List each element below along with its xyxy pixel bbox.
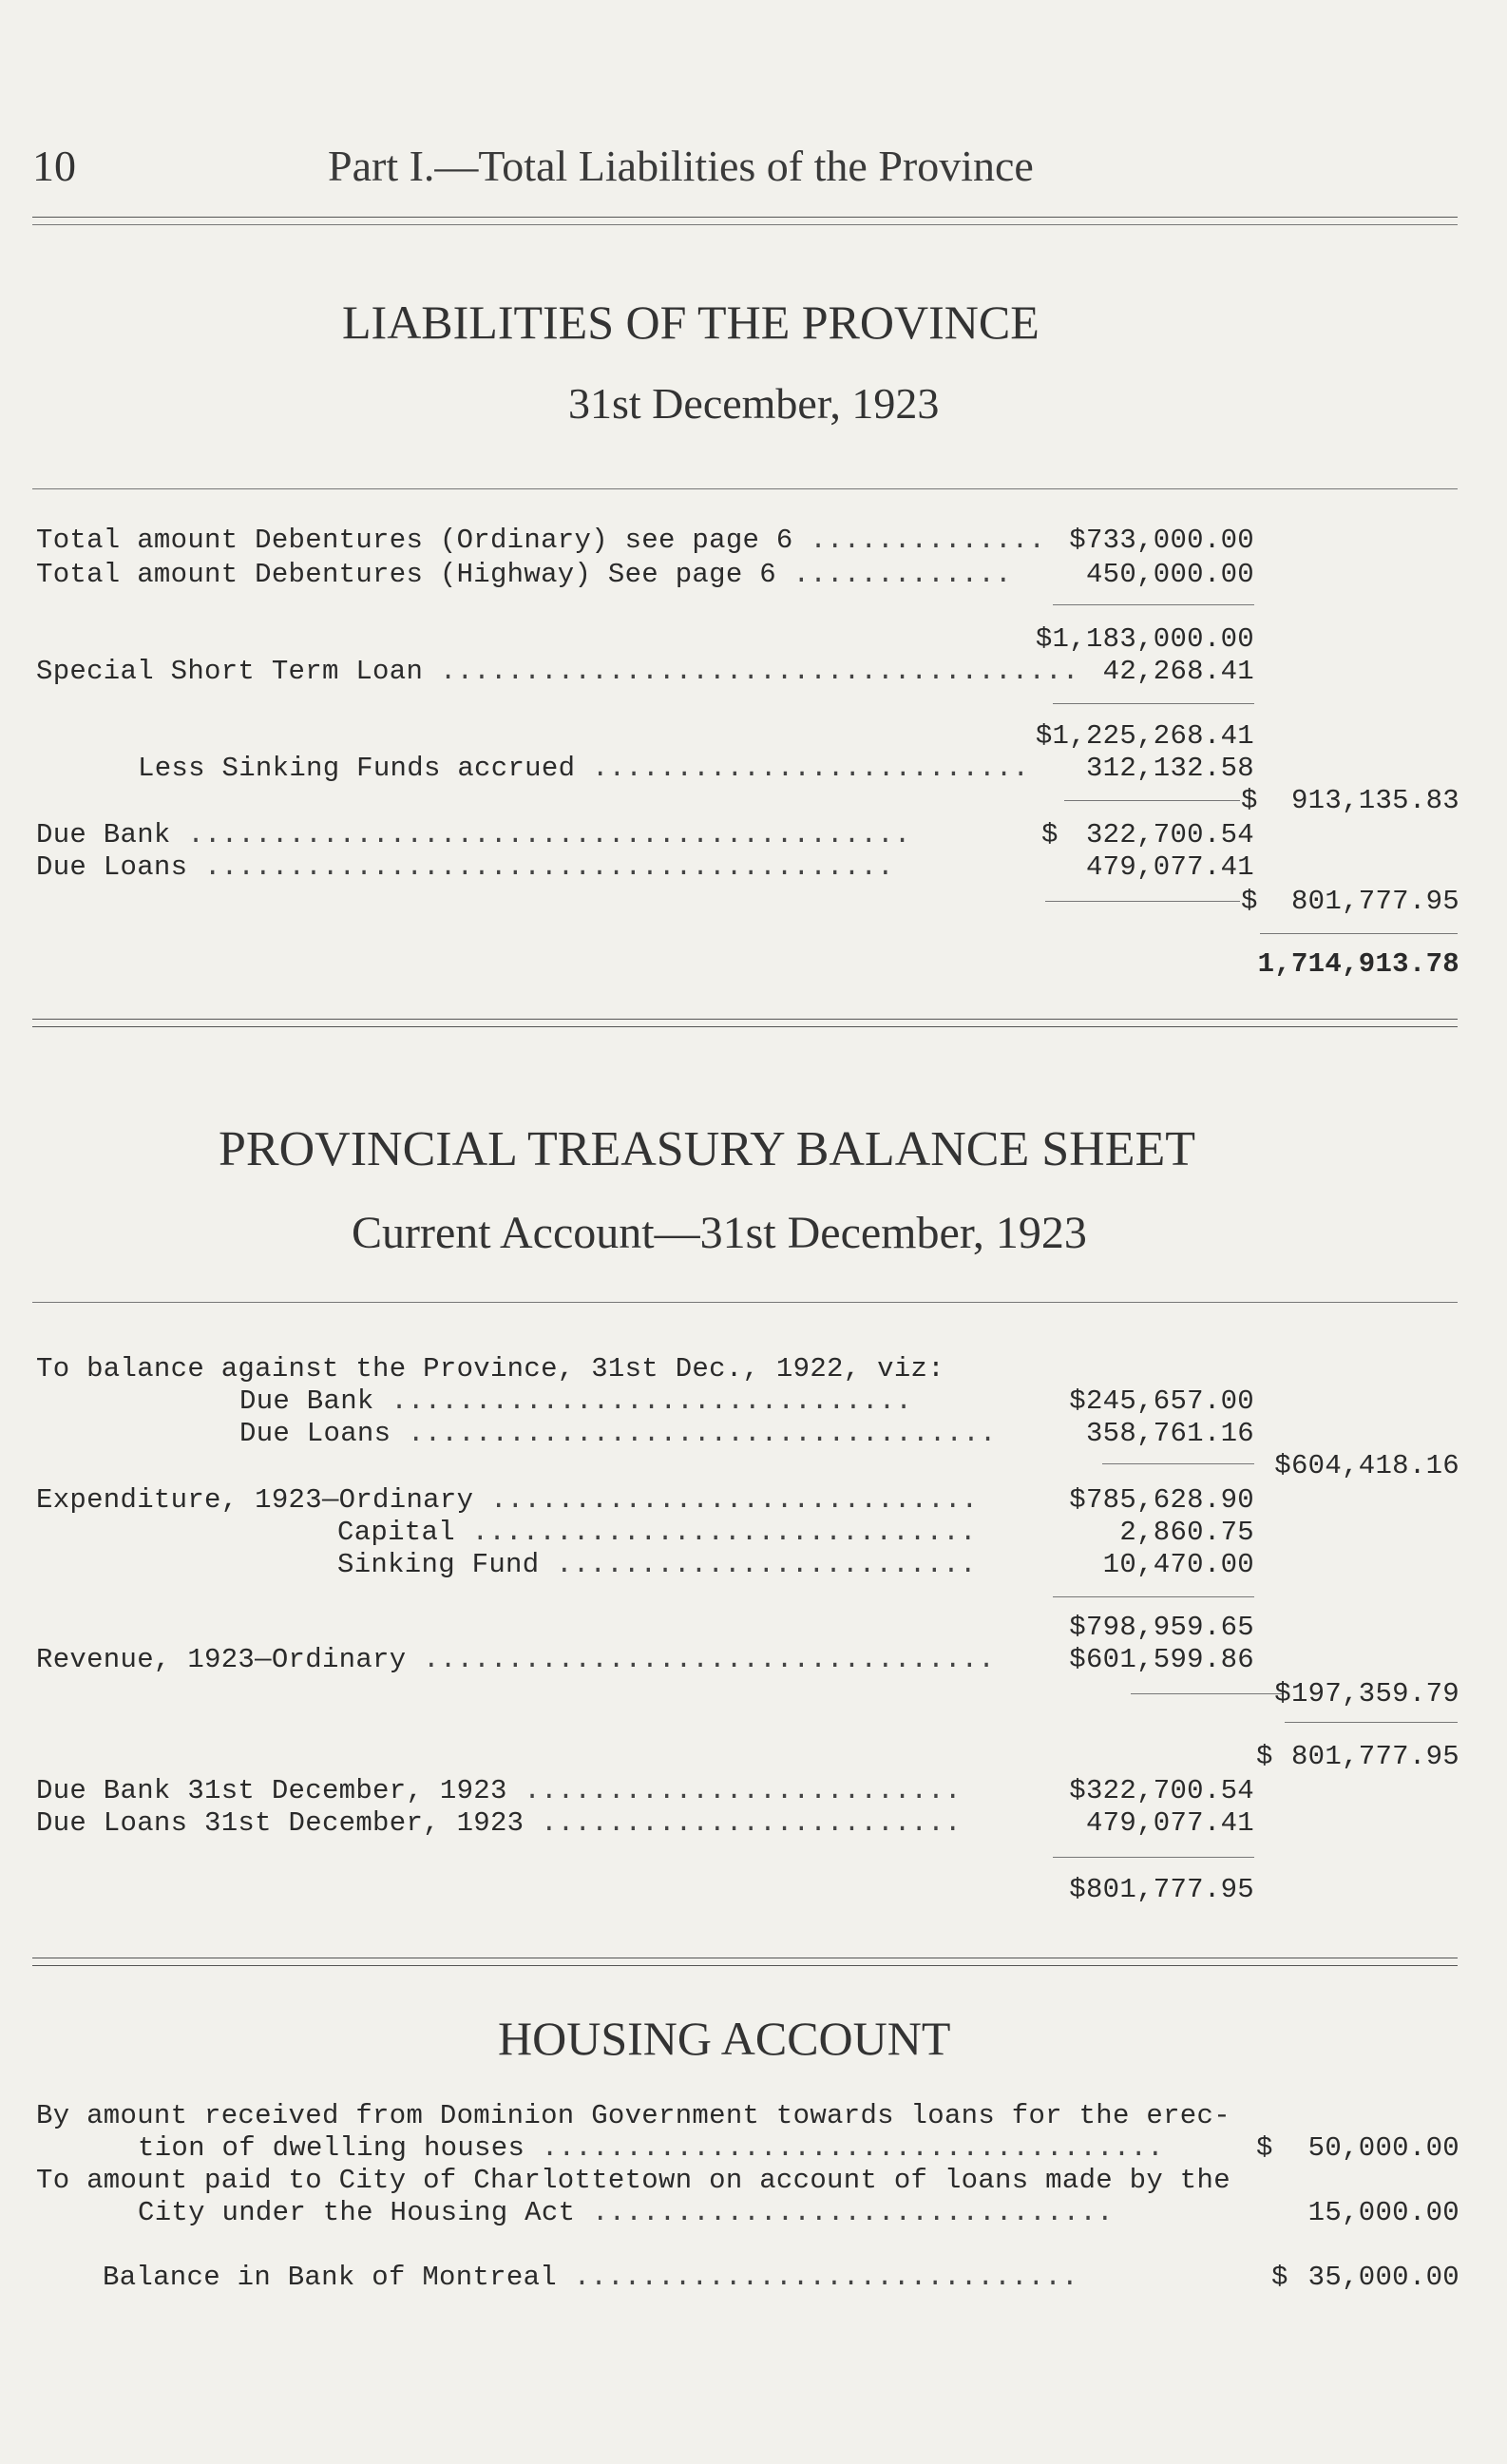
final-rule <box>1053 1857 1254 1858</box>
revenue-amount: $601,599.86 <box>1069 1644 1254 1675</box>
received-line-1: By amount received from Dominion Government towards loans for the erec- <box>36 2100 1230 2131</box>
subtotal1-rule <box>1053 604 1254 605</box>
bank-december-amount: $322,700.54 <box>1069 1775 1254 1806</box>
due-rule <box>1045 901 1240 902</box>
bank-balance-dollar: $ <box>1271 2262 1288 2293</box>
treasury-subtitle: Current Account—31st December, 1923 <box>352 1208 1087 1258</box>
treasury-due-bank-label: Due Bank ............................... <box>239 1385 913 1417</box>
housing-title: HOUSING ACCOUNT <box>498 2012 951 2065</box>
expenditure-total: $798,959.65 <box>1069 1612 1254 1643</box>
treasury-title: PROVINCIAL TREASURY BALANCE SHEET <box>219 1122 1196 1176</box>
special-loan-label: Special Short Term Loan ...................................... <box>36 656 1079 687</box>
net-liabilities-total: 913,135.83 <box>1290 785 1459 816</box>
debentures-ordinary-label: Total amount Debentures (Ordinary) see page 6 .............. <box>36 525 1046 556</box>
sum-dollar-sign: $ <box>1256 1741 1273 1772</box>
expenditure-label: Expenditure, 1923—Ordinary ............................. <box>36 1484 979 1516</box>
treasury-final-total: $801,777.95 <box>1069 1874 1254 1905</box>
due-bank-amount: 322,700.54 <box>1085 819 1254 850</box>
liabilities-grand-total: 1,714,913.78 <box>1257 948 1459 980</box>
subtotal2-rule <box>1053 703 1254 704</box>
loans-december-amount: 479,077.41 <box>1085 1807 1254 1839</box>
balance-rule <box>1102 1463 1254 1464</box>
debentures-highway-amount: 450,000.00 <box>1085 559 1254 590</box>
sum-total: 801,777.95 <box>1290 1741 1459 1772</box>
sum-rule <box>1285 1722 1458 1723</box>
sinking-funds-label: Less Sinking Funds accrued .......................... <box>138 753 1030 784</box>
due-loans-amount: 479,077.41 <box>1085 851 1254 883</box>
expenditure-rule <box>1053 1596 1254 1597</box>
liabilities-subtotal-2: $1,225,268.41 <box>1035 720 1254 752</box>
grand-total-rule <box>1260 933 1458 934</box>
debentures-ordinary-amount: $733,000.00 <box>1069 525 1254 556</box>
page-number: 10 <box>32 142 76 190</box>
section-divider-2b <box>32 1965 1458 1966</box>
sinking-fund-amount: 10,470.00 <box>1102 1549 1254 1580</box>
liabilities-date: 31st December, 1923 <box>568 379 940 428</box>
liabilities-title: LIABILITIES OF THE PROVINCE <box>342 296 1040 349</box>
capital-label: Capital .............................. <box>337 1517 977 1548</box>
treasury-due-bank-amount: $245,657.00 <box>1069 1385 1254 1417</box>
paid-line-2: City under the Housing Act ............................... <box>138 2197 1114 2228</box>
header-rule-top <box>32 217 1458 218</box>
due-bank-label: Due Bank ........................................... <box>36 819 911 850</box>
section-divider-1a <box>32 1019 1458 1020</box>
revenue-diff-total: $197,359.79 <box>1274 1678 1459 1710</box>
treasury-top-rule <box>32 1302 1458 1303</box>
paid-line-1: To amount paid to City of Charlottetown on account of loans made by the <box>36 2165 1230 2196</box>
received-dollar-sign: $ <box>1256 2132 1273 2164</box>
received-line-2: tion of dwelling houses ..................................... <box>138 2132 1164 2164</box>
bank-december-label: Due Bank 31st December, 1923 .......................... <box>36 1775 962 1806</box>
treasury-due-loans-label: Due Loans ................................... <box>239 1418 997 1449</box>
treasury-due-loans-amount: 358,761.16 <box>1085 1418 1254 1449</box>
loans-december-label: Due Loans 31st December, 1923 ......................... <box>36 1807 962 1839</box>
special-loan-amount: 42,268.41 <box>1102 656 1254 687</box>
section-divider-1b <box>32 1026 1458 1027</box>
net-rule <box>1064 800 1240 801</box>
liabilities-top-rule <box>32 488 1458 489</box>
net-dollar-sign: $ <box>1241 785 1258 816</box>
bank-balance-amount: 35,000.00 <box>1307 2262 1459 2293</box>
paid-amount: 15,000.00 <box>1307 2197 1459 2228</box>
header-rule-bottom <box>32 224 1458 225</box>
revenue-label: Revenue, 1923—Ordinary .................................. <box>36 1644 996 1675</box>
sinking-funds-amount: 312,132.58 <box>1085 753 1254 784</box>
due-bank-dollar: $ <box>1041 819 1059 850</box>
received-amount: 50,000.00 <box>1307 2132 1459 2164</box>
running-title: Part I.—Total Liabilities of the Province <box>328 142 1034 190</box>
balance-total: $604,418.16 <box>1274 1450 1459 1481</box>
due-dollar-sign: $ <box>1241 886 1258 917</box>
debentures-highway-label: Total amount Debentures (Highway) See page 6 ............. <box>36 559 1012 590</box>
diff-rule <box>1131 1693 1283 1694</box>
liabilities-subtotal-1: $1,183,000.00 <box>1035 623 1254 655</box>
capital-amount: 2,860.75 <box>1119 1517 1254 1548</box>
sinking-fund-label: Sinking Fund ......................... <box>337 1549 977 1580</box>
bank-balance-label: Balance in Bank of Montreal .............................. <box>103 2262 1078 2293</box>
expenditure-amount: $785,628.90 <box>1069 1484 1254 1516</box>
balance-against-label: To balance against the Province, 31st Dec., 1922, viz: <box>36 1353 944 1385</box>
due-total: 801,777.95 <box>1290 886 1459 917</box>
due-loans-label: Due Loans ......................................... <box>36 851 894 883</box>
